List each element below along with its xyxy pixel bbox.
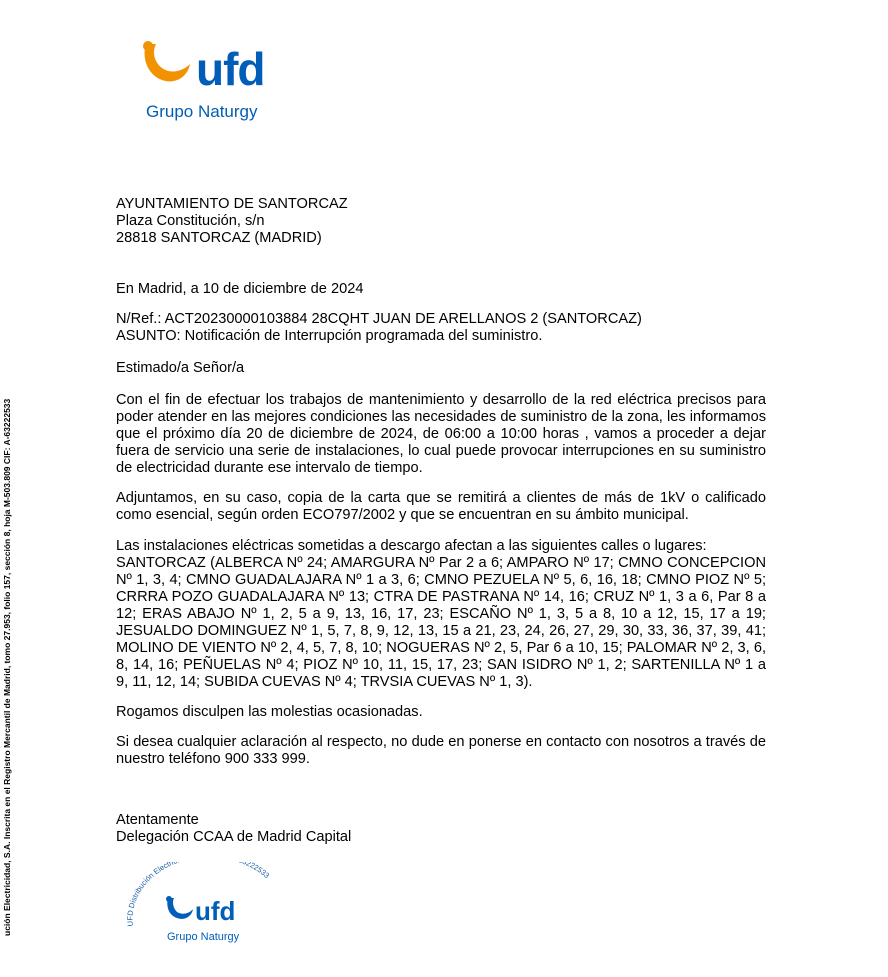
recipient-city: 28818 SANTORCAZ (MADRID) (116, 230, 322, 246)
stamp-group-name: Grupo Naturgy (167, 931, 240, 943)
paragraph-attachment: Adjuntamos, en su caso, copia de la carta que se remitirá a clientes de más de 1kV o calificado como esencial, según orden ECO797/2002 y que se encuentran en su ámbito municipal. (116, 490, 766, 523)
stamp-mark-icon (166, 896, 193, 919)
signature: Delegación CCAA de Madrid Capital (116, 829, 352, 845)
contact-paragraph: Si desea cualquier aclaración al respecto, no dude en ponerse en contacto con nosotros a través de nuestro teléfono 900 333 999. (116, 734, 766, 767)
stamp-wordmark: ufd (195, 896, 236, 926)
streets-list: SANTORCAZ (ALBERCA Nº 24; AMARGURA Nº Par 2 a 6; AMPARO Nº 17; CMNO CONCEPCION Nº 1, 3, 4; CMNO GUADALAJARA Nº 1 a 3, 6; CMNO PEZUELA Nº 5, 6, 16, 18; CMNO PIOZ Nº 5; CRRRA POZO GUADALAJARA Nº 13; CTRA DE PASTRANA Nº 14, 16; CRUZ Nº 1, 3 a 6, Par 8 a 12; ERAS ABAJO Nº 1, 2, 5 a 9, 13, 16, 17, 23; ESCAÑO Nº 1, 3, 5 a 8, 10 a 12, 15, 17 a 19; JESUALDO DOMINGUEZ Nº 1, 5, 7, 8, 9, 12, 13, 15 a 21, 23, 24, 26, 27, 29, 30, 33, 36, 37, 39, 41; MOLINO DE VIENTO Nº 2, 4, 5, 7, 8, 10; NOGUERAS Nº 2, 5, Par 6 a 10, 15; PALOMAR Nº 2, 3, 6, 8, 14, 16; PEÑUELAS Nº 4; PIOZ Nº 10, 11, 15, 17, 23; SAN ISIDRO Nº 1, 2; SARTENILLA Nº 1 a 9, 11, 12, 14; SUBIDA CUEVAS Nº 4; TRVSIA CUEVAS Nº 1, 3). (116, 555, 766, 690)
recipient-street: Plaza Constitución, s/n (116, 213, 265, 229)
logo-group-name: Grupo Naturgy (146, 102, 258, 121)
greeting: Estimado/a Señor/a (116, 360, 245, 376)
closing: Atentamente (116, 812, 199, 828)
recipient-name: AYUNTAMIENTO DE SANTORCAZ (116, 196, 348, 212)
streets-intro: Las instalaciones eléctricas sometidas a descargo afectan a las siguientes calles o lugares: (116, 538, 707, 554)
registry-side-text: ución Electricidad, S.A. Inscrita en el Registro Mercantil de Madrid, tomo 27.953, folio 157, sección 8, hoja M-503.809 CIF: A-63222533 (2, 398, 12, 936)
company-stamp (115, 862, 295, 943)
subject-line: ASUNTO: Notificación de Interrupción programada del suministro. (116, 328, 543, 344)
apology: Rogamos disculpen las molestias ocasionadas. (116, 704, 423, 720)
reference-line: N/Ref.: ACT20230000103884 28CQHT JUAN DE ARELLANOS 2 (SANTORCAZ) (116, 311, 642, 327)
ufd-logo-mark-icon (140, 40, 196, 90)
paragraph-intro: Con el fin de efectuar los trabajos de mantenimiento y desarrollo de la red eléctrica precisos para poder atender en las mejores condiciones las necesidades de suministro de la zona, les informamos que el próximo día 20 de diciembre de 2024, de 06:00 a 10:00 horas , vamos a proceder a dejar fuera de servicio una serie de instalaciones, lo cual puede provocar interrupciones en su suministro de electricidad durante ese intervalo de tiempo. (116, 392, 766, 476)
date-line: En Madrid, a 10 de diciembre de 2024 (116, 281, 364, 297)
stamp-ring-text: UFD Distribución Electri 222533 (125, 862, 272, 927)
ufd-logo (140, 40, 280, 128)
logo-wordmark: ufd (196, 43, 265, 95)
letter-body (116, 196, 766, 846)
